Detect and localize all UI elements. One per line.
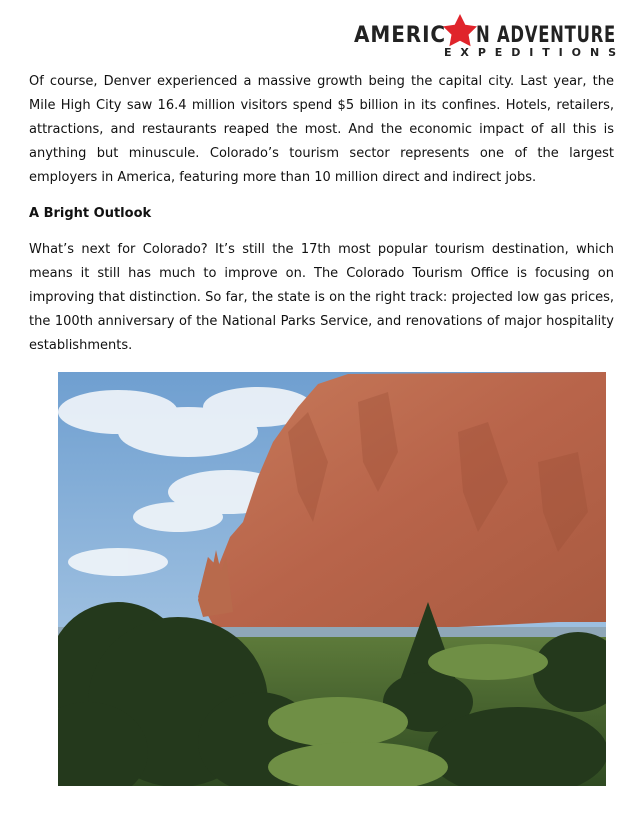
star-icon bbox=[443, 14, 477, 46]
logo-subtitle: EXPEDITIONS bbox=[444, 46, 616, 59]
paragraph-outlook: What’s next for Colorado? It’s still the 17th most popular tourism destination, which means it still has much to improve on. The Colorado Tourism Office is focusing on improving that distinction. So far, the state is on the right track: projected low gas prices, the 100th anniversary of the National Parks Service, and renovations of major hospitality establishments. bbox=[29, 242, 614, 353]
paragraph-denver-growth: Of course, Denver experienced a massive growth being the capital city. Last year, the Mile High City saw 16.4 million visitors spend $5 billion in its confines. Hotels, retailers, attractions, and restaurants reaped the most. And the economic impact of all this is anything but minuscule. Colorado’s tourism sector represents one of the largest employers in America, featuring more than 10 million direct and indirect jobs. bbox=[29, 74, 614, 185]
logo-text-right: N ADVENTURE bbox=[476, 23, 616, 48]
colorado-red-rock-photo bbox=[58, 372, 606, 786]
article-body bbox=[29, 70, 614, 370]
logo-text-left: AMERIC bbox=[354, 23, 446, 48]
brand-logo bbox=[354, 14, 616, 60]
section-heading: A Bright Outlook bbox=[29, 206, 152, 221]
